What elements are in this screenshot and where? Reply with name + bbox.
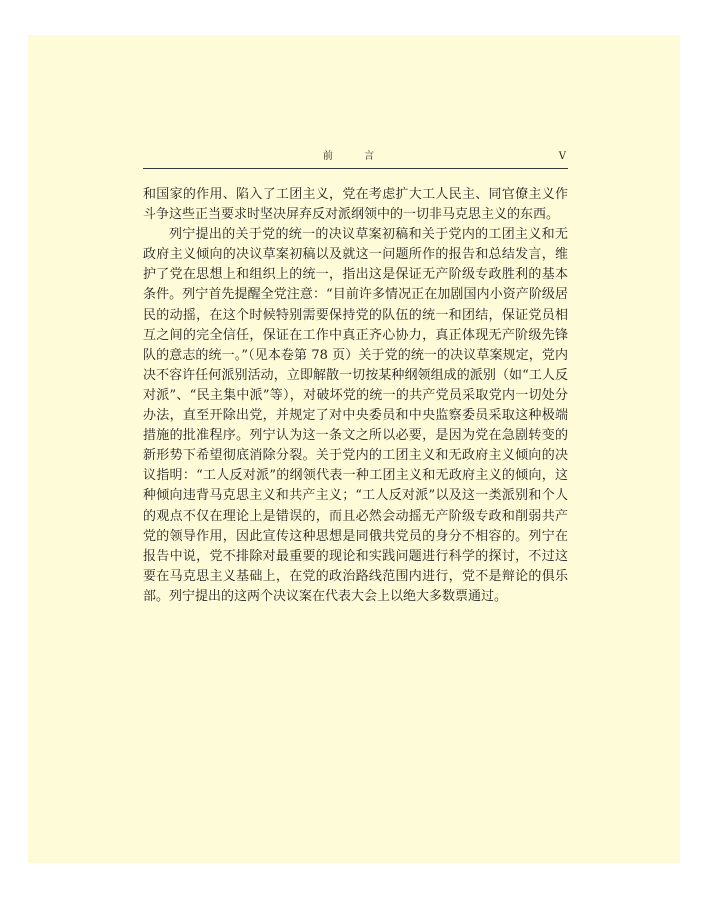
paragraph: 列宁提出的关于党的统一的决议草案初稿和关于党内的工团主义和无政府主义倾向的决议草案初稿以及就这一问题所作的报告和总结发言，维护了党在思想上和组织上的统一，指出这是保证无产阶级专政胜利的基本条件。列宁首先提醒全党注意：“目前许多情况正在加剧国内小资产阶级居民的动摇，在这个时候特别需要保持党的队伍的统一和团结，保证党员相互之间的完全信任，保证在工作中真正齐心协力，真正体现无产阶级先锋队的意志的统一。”（见本卷第 78 页）关于党的统一的决议草案规定，党内决不容许任何派别活动，立即解散一切按某种纲领组成的派别（如“工人反对派”、“民主集中派”等），对破坏党的统一的共产党员采取党内一切处分办法，直至开除出党，并规定了对中央委员和中央监察委员采取这种极端措施的批准程序。列宁认为这一条文之所以必要，是因为党在急剧转变的新形势下希望彻底消除分裂。关于党内的工团主义和无政府主义倾向的决议指明：“工人反对派”的纲领代表一种工团主义和无政府主义的倾向，这种倾向违背马克思主义和共产主义；“工人反对派”以及这一类派别和个人的观点不仅在理论上是错误的，而且必然会动摇无产阶级专政和削弱共产党的领导作用，因此宣传这种思想是同俄共党员的身分不相容的。列宁在报告中说，党不排除对最重要的现论和实践问题进行科学的探讨，不过这要在马克思主义基础上，在党的政治路线范围内进行，党不是辩论的俱乐部。列宁提出的这两个决议案在代表大会上以绝大多数票通过。 [143,227,568,604]
body-text [143,185,568,607]
running-header [143,150,568,169]
page-number: V [558,151,566,162]
running-title: 前 言 [322,151,389,162]
paragraph: 和国家的作用、陷入了工团主义，党在考虑扩大工人民主、同官僚主义作斗争这些正当要求时坚决屏弃反对派纲领中的一切非马克思主义的东西。 [143,187,568,223]
